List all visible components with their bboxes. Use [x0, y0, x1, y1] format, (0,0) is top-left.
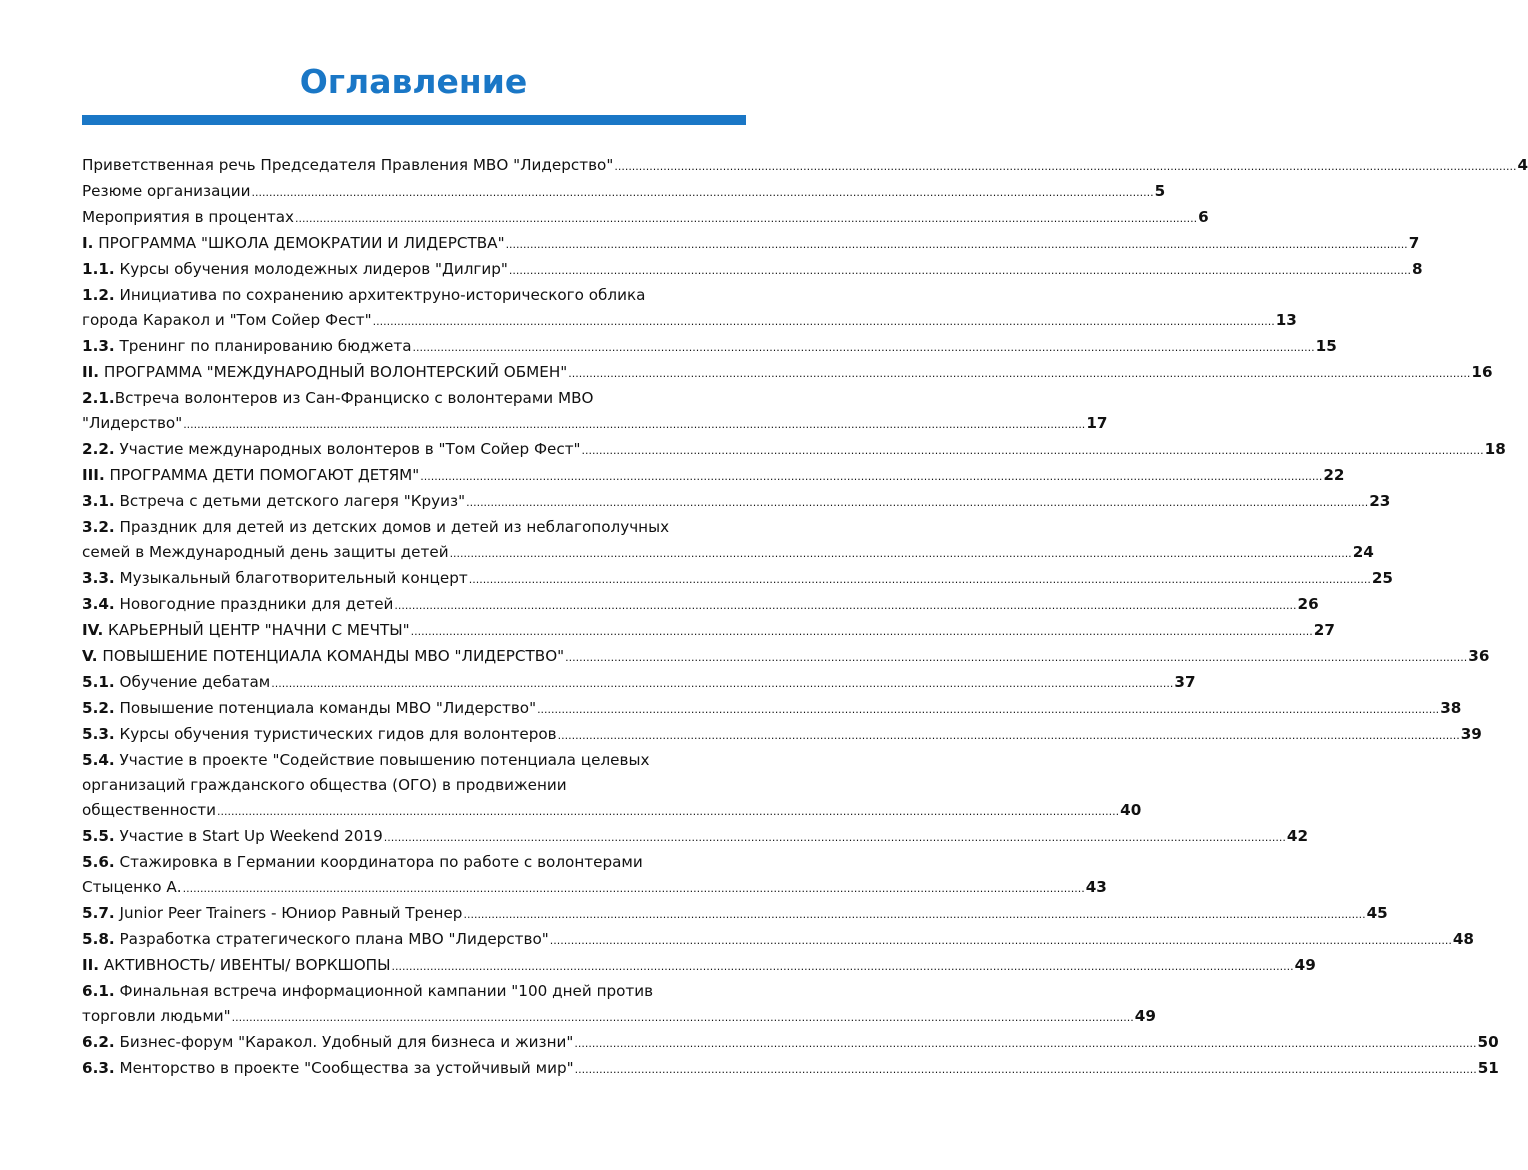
toc-entry[interactable]	[82, 748, 1142, 824]
dot-leader	[558, 723, 1460, 748]
toc-entry[interactable]	[82, 153, 1528, 179]
toc-entry[interactable]	[82, 1030, 1499, 1056]
dot-leader	[568, 361, 1470, 386]
toc-entry-text: общественности	[82, 801, 217, 819]
toc-entry-number: 2.2.	[82, 440, 115, 458]
toc-entry-text: ПРОГРАММА ДЕТИ ПОМОГАЮТ ДЕТЯМ"	[104, 466, 420, 484]
toc-entry[interactable]	[82, 953, 1316, 979]
toc-page-number: 27	[1313, 621, 1335, 639]
toc-entry-number: 3.4.	[82, 595, 115, 613]
toc-entry[interactable]	[82, 360, 1493, 386]
toc-entry-text: Праздник для детей из детских домов и детей из неблагополучных	[114, 518, 670, 536]
toc-entry[interactable]	[82, 566, 1393, 592]
toc-page-number: 18	[1484, 440, 1506, 458]
dot-leader	[506, 232, 1408, 257]
toc-entry-number: II.	[82, 956, 100, 974]
dot-leader	[463, 902, 1365, 927]
toc-entry[interactable]	[82, 696, 1462, 722]
toc-page-number: 43	[1085, 878, 1107, 896]
toc-page-number: 5	[1154, 182, 1166, 200]
toc-entry-text: Менторство в проекте "Сообщества за устойчивый мир"	[114, 1059, 574, 1077]
toc-page-number: 51	[1477, 1059, 1499, 1077]
toc-page-number: 24	[1352, 543, 1374, 561]
toc-entry-text: города Каракол и "Том Сойер Фест"	[82, 311, 372, 329]
dot-leader	[582, 438, 1484, 463]
toc-entry-text: Встреча волонтеров из Сан-Франциско с волонтерами МВО	[114, 389, 594, 407]
toc-page-number: 4	[1517, 156, 1528, 174]
dot-leader	[411, 619, 1313, 644]
toc-entry[interactable]	[82, 901, 1388, 927]
toc-entry-number: 3.3.	[82, 569, 115, 587]
toc-entry-number: 1.3.	[82, 337, 115, 355]
toc-page-number: 17	[1086, 414, 1108, 432]
toc-entry[interactable]	[82, 489, 1391, 515]
toc-entry[interactable]	[82, 283, 1297, 334]
toc-entry-text: Тренинг по планированию бюджета	[114, 337, 412, 355]
dot-leader	[183, 876, 1085, 901]
toc-entry-number: 6.3.	[82, 1059, 115, 1077]
toc-entry[interactable]	[82, 722, 1482, 748]
dot-leader	[565, 645, 1467, 670]
toc-entry-number: 5.3.	[82, 725, 115, 743]
toc-entry-text: Повышение потенциала команды МВО "Лидерство"	[114, 699, 537, 717]
toc-page-number: 42	[1286, 827, 1309, 845]
toc-entry-text: КАРЬЕРНЫЙ ЦЕНТР "НАЧНИ С МЕЧТЫ"	[103, 621, 410, 639]
toc-page-number: 16	[1471, 363, 1493, 381]
toc-entry-number: IV.	[82, 621, 104, 639]
toc-entry-text: Стыценко А.	[82, 878, 182, 896]
toc-entry[interactable]	[82, 179, 1166, 205]
table-of-contents	[82, 153, 1528, 1082]
toc-entry-text: Junior Peer Trainers - Юниор Равный Тренер	[114, 904, 463, 922]
toc-page-number: 6	[1198, 208, 1209, 226]
toc-page-number: 23	[1369, 492, 1391, 510]
toc-entry[interactable]	[82, 231, 1420, 257]
toc-entry-text: Встреча с детьми детского лагеря "Круиз"	[114, 492, 466, 510]
dot-leader	[217, 799, 1119, 824]
toc-page-number: 37	[1174, 673, 1196, 691]
toc-entry-text: ПОВЫШЕНИЕ ПОТЕНЦИАЛА КОМАНДЫ МВО "ЛИДЕРСТВО"	[97, 647, 565, 665]
toc-entry[interactable]	[82, 824, 1309, 850]
toc-page-number: 49	[1134, 1007, 1156, 1025]
toc-entry-text: Обучение дебатам	[114, 673, 271, 691]
toc-page-number: 36	[1468, 647, 1490, 665]
toc-entry[interactable]	[82, 979, 1156, 1030]
toc-page-number: 49	[1294, 956, 1316, 974]
toc-entry[interactable]	[82, 592, 1319, 618]
toc-page-number: 25	[1371, 569, 1393, 587]
toc-entry-text: торговли людьми"	[82, 1007, 231, 1025]
toc-entry-number: V.	[82, 647, 98, 665]
toc-entry-text: Приветственная речь Председателя Правления МВО "Лидерство"	[82, 156, 614, 174]
dot-leader	[394, 593, 1296, 618]
dot-leader	[575, 1057, 1477, 1082]
dot-leader	[373, 309, 1275, 334]
toc-entry-number: 5.1.	[82, 673, 115, 691]
page-title: Оглавление	[299, 62, 528, 101]
dot-leader	[413, 335, 1315, 360]
toc-entry-number: 6.1.	[82, 982, 115, 1000]
toc-entry-number: 6.2.	[82, 1033, 115, 1051]
dot-leader	[392, 954, 1294, 979]
toc-entry-text: Инициатива по сохранению архитектруно-исторического облика	[114, 286, 646, 304]
toc-entry-text: Музыкальный благотворительный концерт	[114, 569, 468, 587]
toc-entry-text: АКТИВНОСТЬ/ ИВЕНТЫ/ ВОРКШОПЫ	[99, 956, 391, 974]
toc-entry[interactable]	[82, 463, 1345, 489]
toc-entry-text: семей в Международный день защиты детей	[82, 543, 449, 561]
toc-entry[interactable]	[82, 437, 1506, 463]
toc-entry-number: 5.7.	[82, 904, 115, 922]
toc-entry[interactable]	[82, 644, 1490, 670]
toc-entry-number: III.	[82, 466, 105, 484]
toc-entry-number: II.	[82, 363, 100, 381]
toc-page-number: 22	[1323, 466, 1345, 484]
toc-entry-text: Мероприятия в процентах	[82, 208, 295, 226]
toc-entry-number: 5.8.	[82, 930, 115, 948]
dot-leader	[450, 541, 1352, 566]
toc-entry-number: 3.1.	[82, 492, 115, 510]
dot-leader	[574, 1031, 1476, 1056]
toc-page-number: 8	[1412, 260, 1423, 278]
toc-entry[interactable]	[82, 1056, 1499, 1082]
toc-entry-text: Участие международных волонтеров в "Том Сойер Фест"	[114, 440, 581, 458]
dot-leader	[384, 825, 1286, 850]
toc-entry[interactable]	[82, 850, 1107, 901]
toc-entry-text: Резюме организации	[82, 182, 251, 200]
toc-entry-number: 1.1.	[82, 260, 115, 278]
toc-entry[interactable]	[82, 257, 1423, 283]
dot-leader	[466, 490, 1368, 515]
toc-entry-text: Участие в проекте "Содействие повышению потенциала целевых	[114, 751, 650, 769]
dot-leader	[537, 697, 1439, 722]
toc-page-number: 50	[1477, 1033, 1499, 1051]
toc-entry-number: 5.6.	[82, 853, 115, 871]
toc-page-number: 38	[1440, 699, 1462, 717]
toc-entry-number: 2.1.	[82, 389, 115, 407]
toc-entry-text: ПРОГРАММА "МЕЖДУНАРОДНЫЙ ВОЛОНТЕРСКИЙ ОБМЕН"	[99, 363, 568, 381]
toc-page-number: 13	[1275, 311, 1297, 329]
dot-leader	[232, 1005, 1134, 1030]
toc-page-number: 45	[1366, 904, 1388, 922]
toc-entry-text: Участие в Start Up Weekend 2019	[114, 827, 383, 845]
toc-entry-text: Новогодние праздники для детей	[114, 595, 394, 613]
toc-entry[interactable]	[82, 205, 1209, 231]
toc-entry-number: 1.2.	[82, 286, 115, 304]
dot-leader	[271, 671, 1173, 696]
toc-page-number: 26	[1297, 595, 1319, 613]
toc-entry-text: Финальная встреча информационной кампании "100 дней против	[114, 982, 654, 1000]
title-underline	[82, 115, 746, 125]
dot-leader	[295, 206, 1197, 231]
dot-leader	[420, 464, 1322, 489]
toc-entry-text: Стажировка в Германии координатора по работе с волонтерами	[114, 853, 643, 871]
dot-leader	[469, 567, 1371, 592]
toc-entry-text: Разработка стратегического плана МВО "Лидерство"	[114, 930, 549, 948]
toc-entry-text: Курсы обучения молодежных лидеров "Дилгир"	[114, 260, 508, 278]
toc-entry-number: 3.2.	[82, 518, 115, 536]
toc-entry-text: "Лидерство"	[82, 414, 183, 432]
dot-leader	[509, 258, 1411, 283]
toc-entry-number: 5.4.	[82, 751, 115, 769]
toc-entry-number: I.	[82, 234, 94, 252]
dot-leader	[614, 154, 1516, 179]
toc-entry-text: организаций гражданского общества (ОГО) в продвижении	[82, 776, 567, 794]
toc-page-number: 39	[1460, 725, 1482, 743]
toc-entry[interactable]	[82, 927, 1474, 953]
toc-entry-text: Курсы обучения туристических гидов для волонтеров	[114, 725, 557, 743]
toc-entry[interactable]	[82, 386, 1108, 437]
toc-entry[interactable]	[82, 334, 1337, 360]
toc-entry[interactable]	[82, 618, 1335, 644]
dot-leader	[183, 412, 1085, 437]
toc-page-number: 48	[1452, 930, 1474, 948]
toc-entry[interactable]	[82, 670, 1196, 696]
dot-leader	[251, 180, 1153, 205]
toc-entry-number: 5.5.	[82, 827, 115, 845]
dot-leader	[550, 928, 1452, 953]
toc-page-number: 7	[1408, 234, 1420, 252]
toc-entry-text: ПРОГРАММА "ШКОЛА ДЕМОКРАТИИ И ЛИДЕРСТВА"	[93, 234, 505, 252]
toc-entry-text: Бизнес-форум "Каракол. Удобный для бизнеса и жизни"	[114, 1033, 574, 1051]
toc-entry-number: 5.2.	[82, 699, 115, 717]
toc-entry[interactable]	[82, 515, 1374, 566]
toc-page-number: 15	[1315, 337, 1337, 355]
toc-page-number: 40	[1120, 801, 1142, 819]
